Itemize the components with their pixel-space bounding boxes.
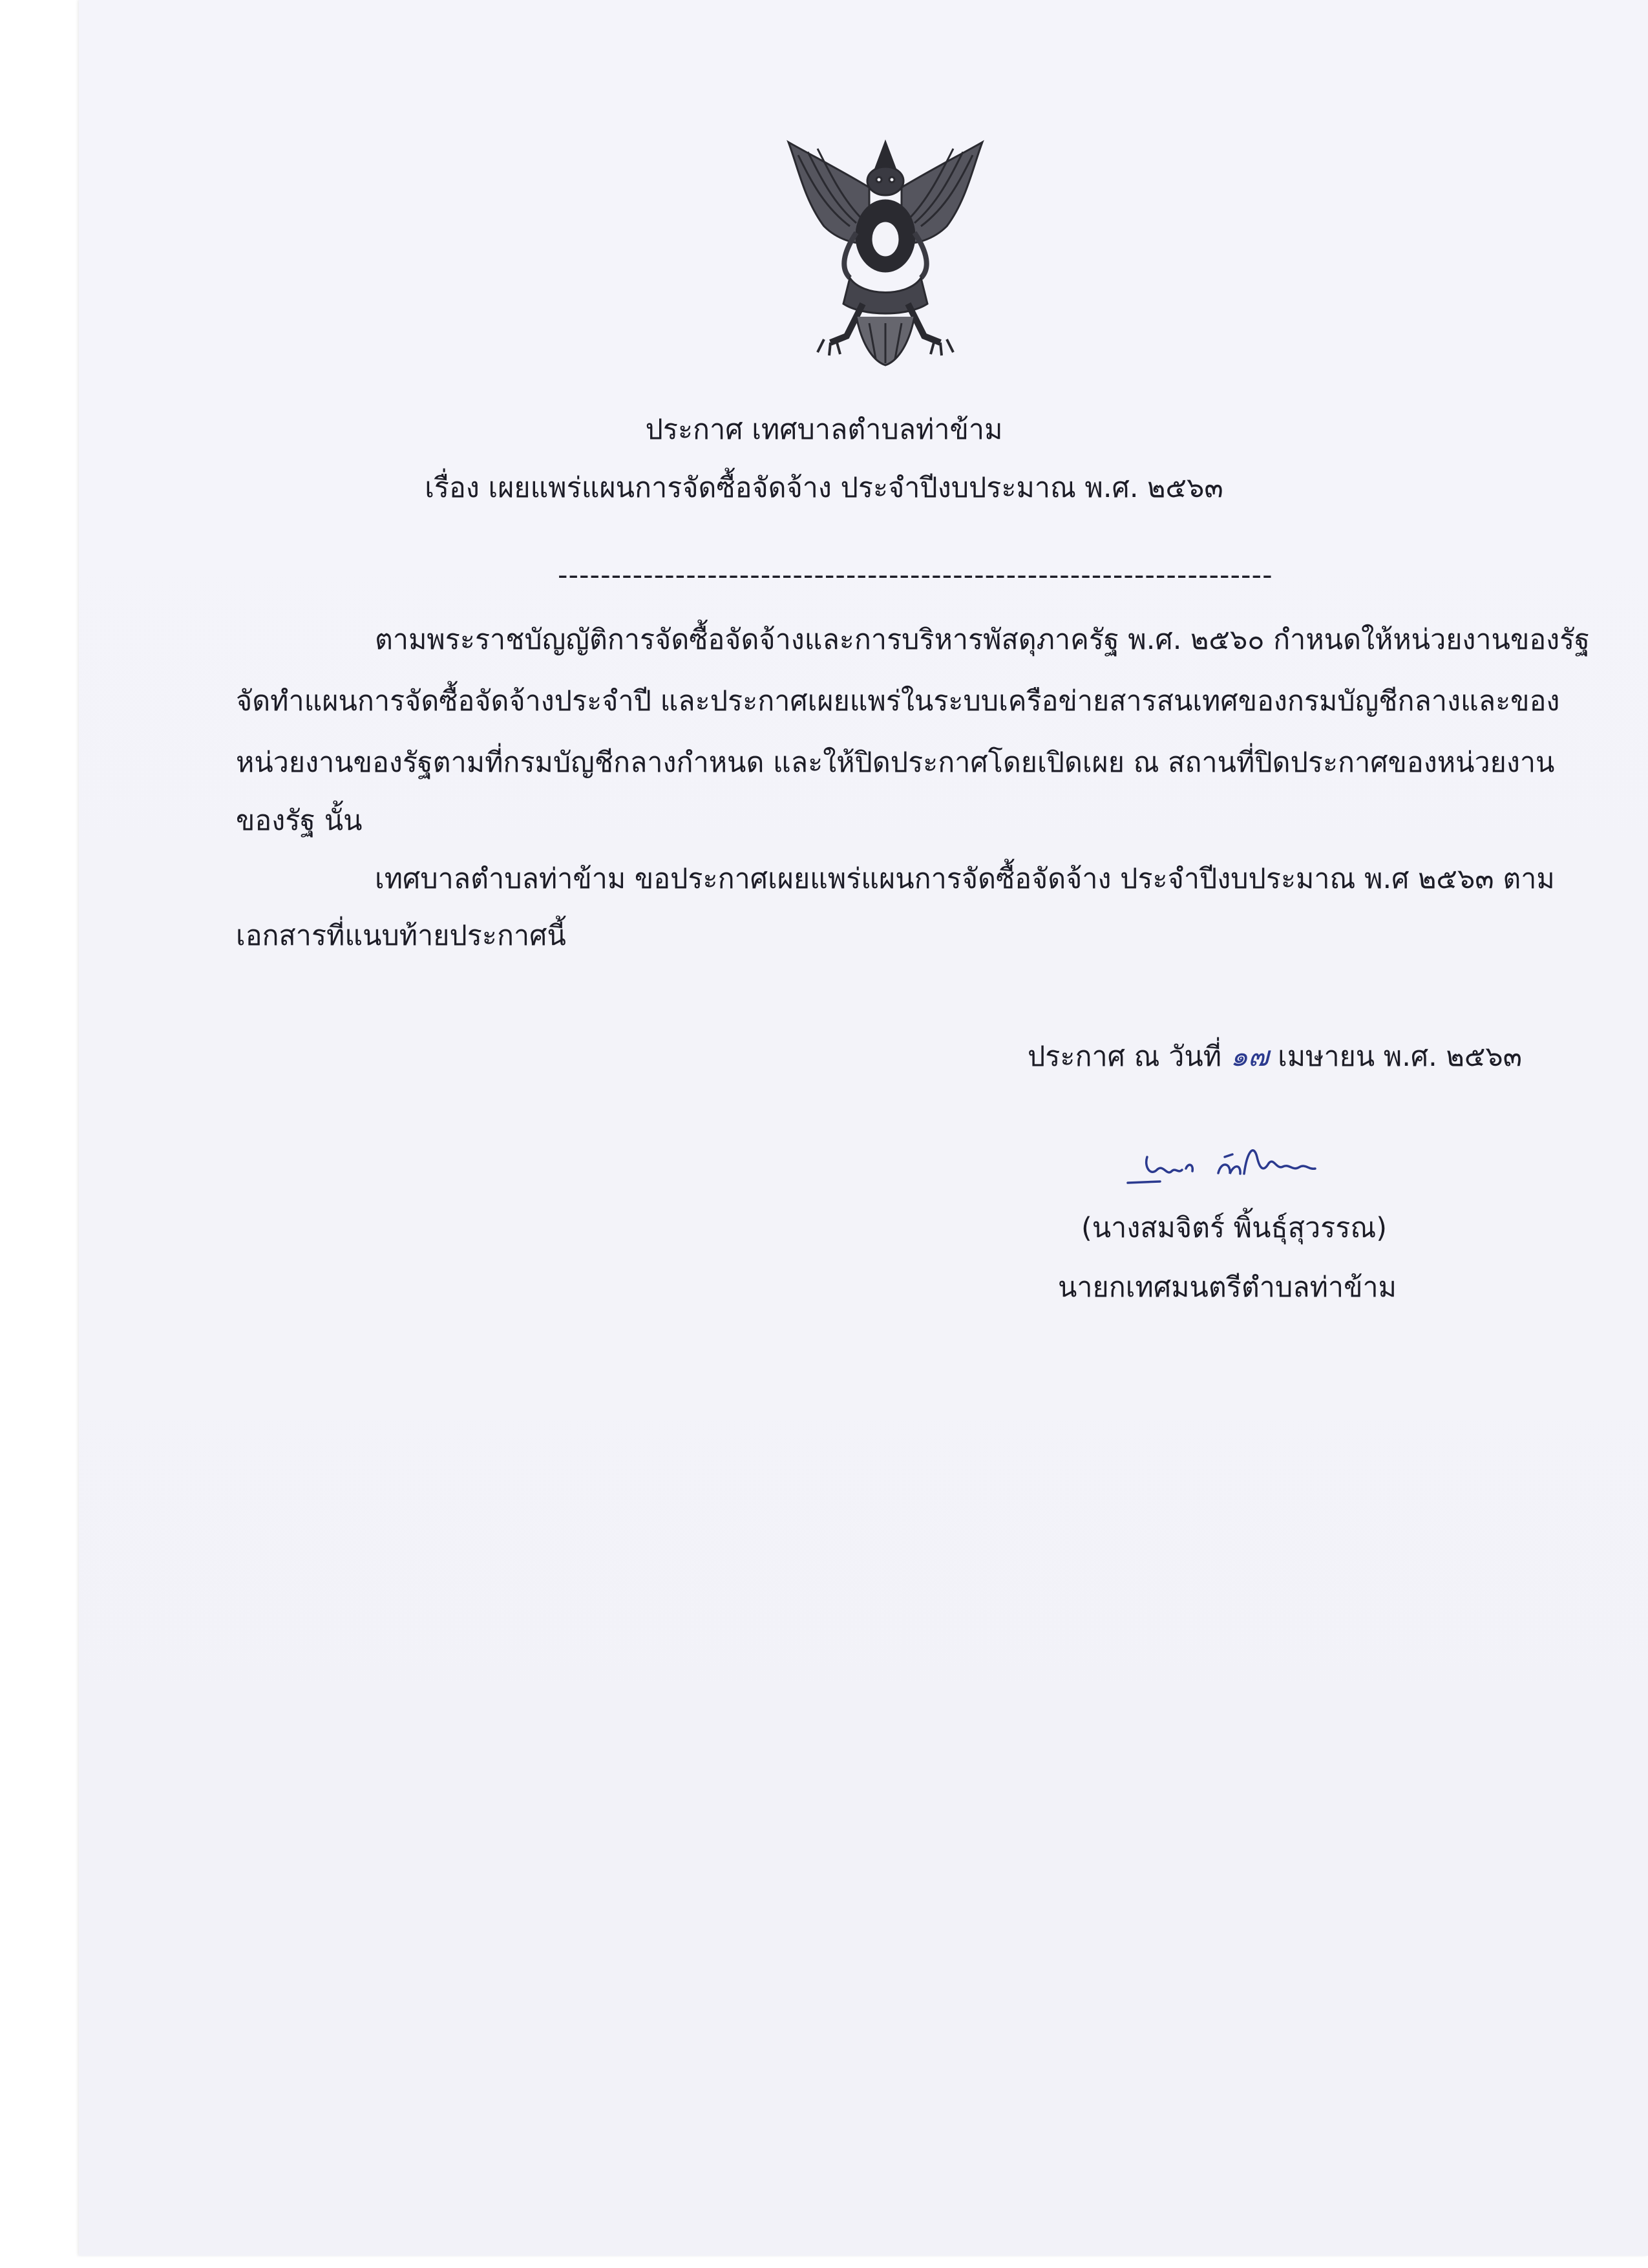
paragraph2-line1: เทศบาลตำบลท่าข้าม ขอประกาศเผยแพร่แผนการจัดซื้อจัดจ้าง ประจำปีงบประมาณ พ.ศ ๒๕๖๓ ตาม	[375, 863, 1555, 895]
date-suffix: เมษายน พ.ศ. ๒๕๖๓	[1278, 1041, 1523, 1073]
scan-margin	[0, 0, 79, 2268]
paragraph1-line3: หน่วยงานของรัฐตามที่กรมบัญชีกลางกำหนด และให้ปิดประกาศโดยเปิดเผย ณ สถานที่ปิดประกาศของหน่วยงาน	[236, 747, 1555, 779]
paragraph2-line2: เอกสารที่แนบท้ายประกาศนี้	[236, 920, 566, 952]
date-prefix: ประกาศ ณ วันที่	[1028, 1041, 1222, 1073]
signer-position: นายกเทศมนตรีตำบลท่าข้าม	[1058, 1271, 1397, 1304]
announcement-title: ประกาศ เทศบาลตำบลท่าข้าม	[645, 414, 1003, 446]
announcement-date	[1028, 1037, 1522, 1076]
paragraph1-line4: ของรัฐ นั้น	[236, 805, 363, 837]
announcement-subject: เรื่อง เผยแพร่แผนการจัดซื้อจัดจ้าง ประจำปีงบประมาณ พ.ศ. ๒๕๖๓	[425, 472, 1223, 504]
signer-name: (นางสมจิตร์ พิ้นธุ์สุวรรณ)	[1081, 1212, 1388, 1244]
handwritten-signature	[1121, 1131, 1335, 1209]
date-day-handwritten: ๑๗	[1230, 1041, 1269, 1073]
paragraph1-line1: ตามพระราชบัญญัติการจัดซื้อจัดจ้างและการบริหารพัสดุภาครัฐ พ.ศ. ๒๕๖๐ กำหนดให้หน่วยงานของรัฐ	[375, 624, 1590, 656]
separator-line: -------------------------------------------------------------------	[558, 559, 1273, 591]
paragraph1-line2: จัดทำแผนการจัดซื้อจัดจ้างประจำปี และประกาศเผยแพร่ในระบบเครือข่ายสารสนเทศของกรมบัญชีกลางและของ	[236, 685, 1560, 717]
garuda-emblem-icon	[772, 129, 998, 368]
